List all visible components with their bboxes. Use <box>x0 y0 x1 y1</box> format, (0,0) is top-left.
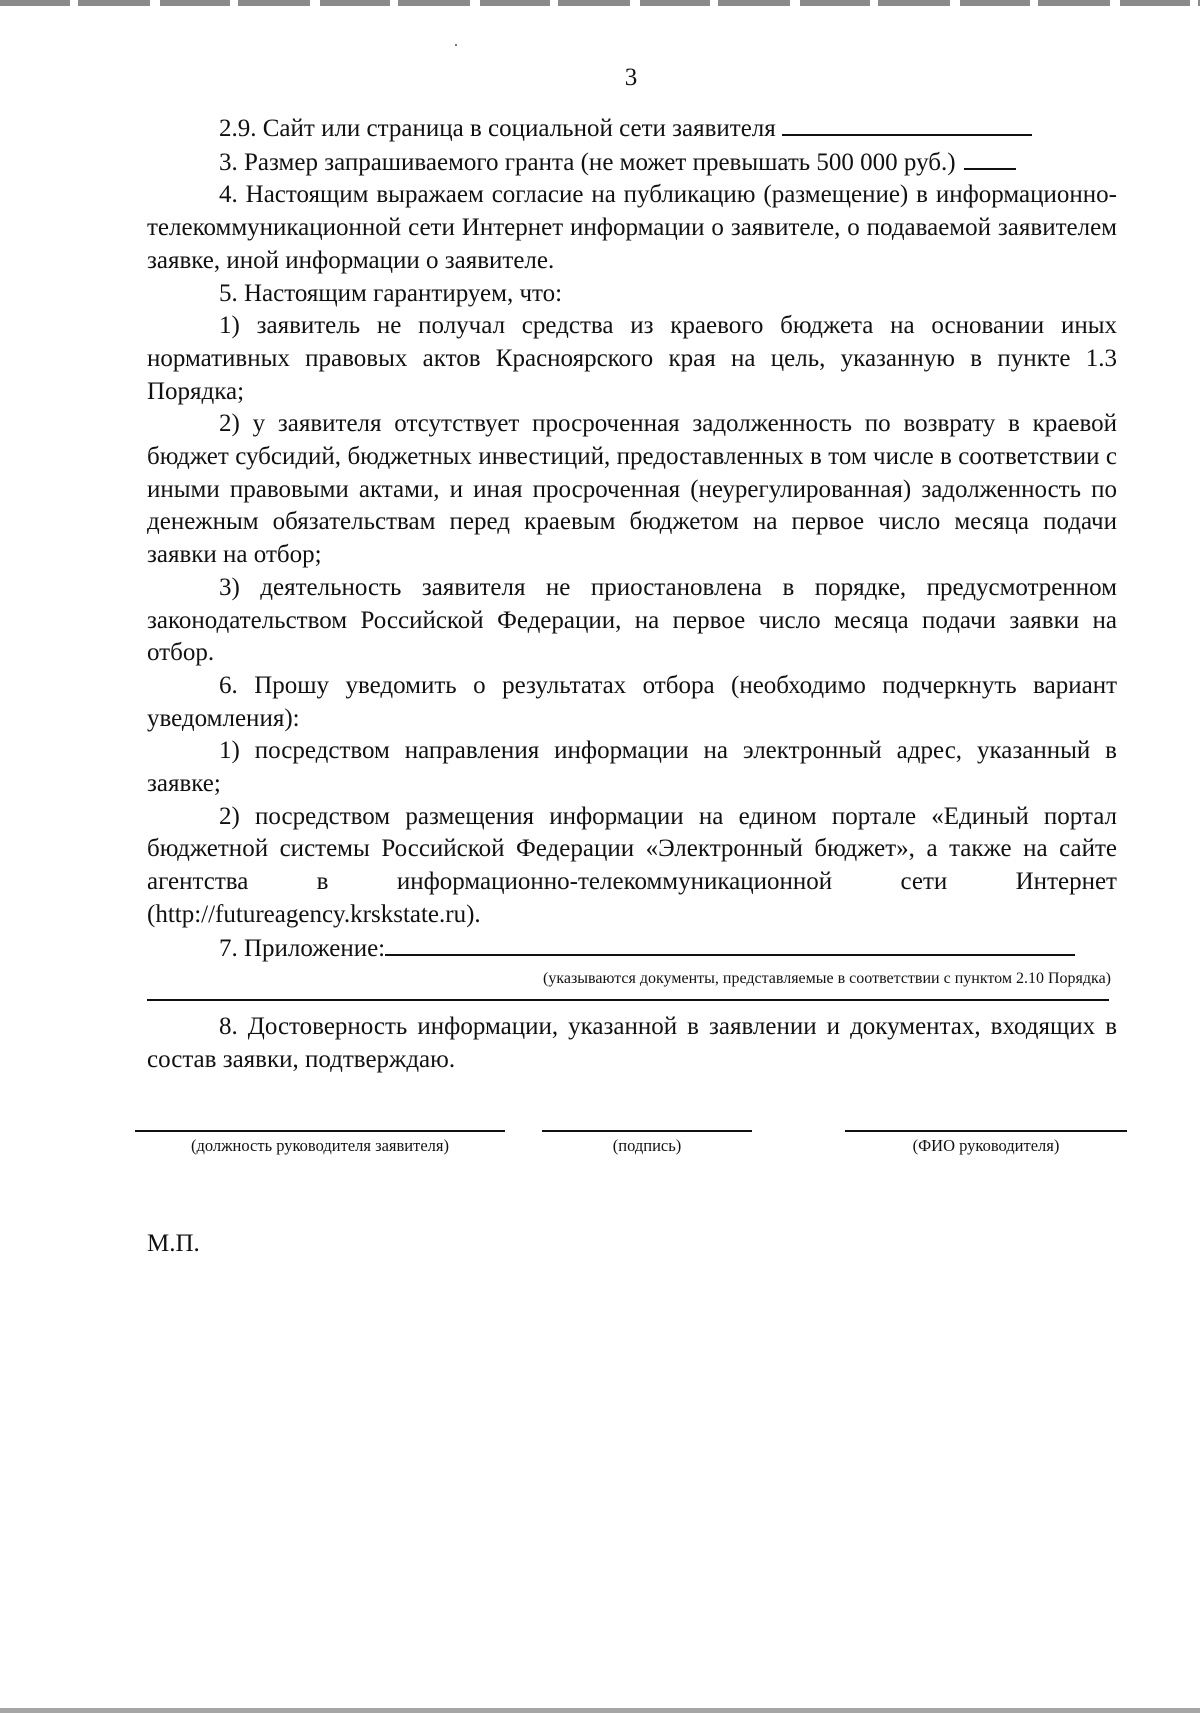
position-signature-field[interactable] <box>135 1130 505 1156</box>
item-8: 8. Достоверность информации, указанной в заявлении и документах, входящих в состав заявки, подтверждаю. <box>147 1013 1117 1073</box>
item-6-1: 1) посредством направления информации на электронный адрес, указанный в заявке; <box>147 737 1117 798</box>
item-7 <box>147 932 1117 966</box>
website-blank-field[interactable] <box>782 112 1032 136</box>
item-5-3: 3) деятельность заявителя не приостановлена в порядке, предусмотренном законодательством Российской Федерации, на первое число месяца подачи заявки на отбор. <box>147 573 1117 667</box>
item-3-text: 3. Размер запрашиваемого гранта (не может превышать 500 000 руб.) <box>219 148 956 176</box>
scan-speck <box>455 44 457 46</box>
item-7-text: 7. Приложение: <box>219 934 386 962</box>
name-caption: (ФИО руководителя) <box>912 1136 1060 1155</box>
signature-field[interactable] <box>542 1130 752 1156</box>
item-5-2: 2) у заявителя отсутствует просроченная задолженность по возврату в краевой бюджет субсидий, бюджетных инвестиций, предоставленных в том числе в соответствии с иными правовыми актами, и иная просроченная (неурегулированная) задолженность по денежным обязательствам перед краевым бюджетом на первое число месяца подачи заявки на отбор; <box>147 410 1117 569</box>
attachment-caption: (указываются документы, представляемые в соответствии с пунктом 2.10 Порядка) <box>543 970 1111 988</box>
signature-block <box>0 1130 1200 1180</box>
item-2-9 <box>147 112 1117 146</box>
item-5-1: 1) заявитель не получал средства из краевого бюджета на основании иных нормативных правовых актов Красноярского края на цель, указанную в пункте 1.3 Порядка; <box>147 312 1117 405</box>
item-2-9-text: 2.9. Сайт или страница в социальной сети заявителя <box>219 115 776 142</box>
document-body <box>147 112 1117 1077</box>
signature-caption: (подпись) <box>612 1136 682 1155</box>
item-3 <box>147 146 1117 180</box>
attachment-blank-line[interactable] <box>147 989 1109 1001</box>
item-6: 6. Прошу уведомить о результатах отбора (необходимо подчеркнуть вариант уведомления): <box>147 671 1117 732</box>
position-caption: (должность руководителя заявителя) <box>190 1136 449 1155</box>
name-signature-field[interactable] <box>845 1130 1127 1156</box>
scan-border-bottom <box>0 1708 1200 1713</box>
grant-amount-blank-field[interactable] <box>964 146 1016 170</box>
scan-border-top <box>0 0 1200 6</box>
item-5: 5. Настоящим гарантируем, что: <box>219 279 563 307</box>
page-number: 3 <box>624 64 638 91</box>
stamp-placeholder: М.П. <box>147 1230 200 1257</box>
item-6-2: 2) посредством размещения информации на едином портале «Единый портал бюджетной системы Российской Федерации «Электронный бюджет», а также на сайте агентства в информационно-телекоммуникационной сети Интернет (http://futureagency.krskstate.ru). <box>147 802 1117 928</box>
attachment-blank-field[interactable] <box>385 932 1075 956</box>
item-4: 4. Настоящим выражаем согласие на публикацию (размещение) в информационно-телекоммуникационной сети Интернет информации о заявителе, о подаваемой заявителем заявке, иной информации о заявителе. <box>147 181 1117 274</box>
